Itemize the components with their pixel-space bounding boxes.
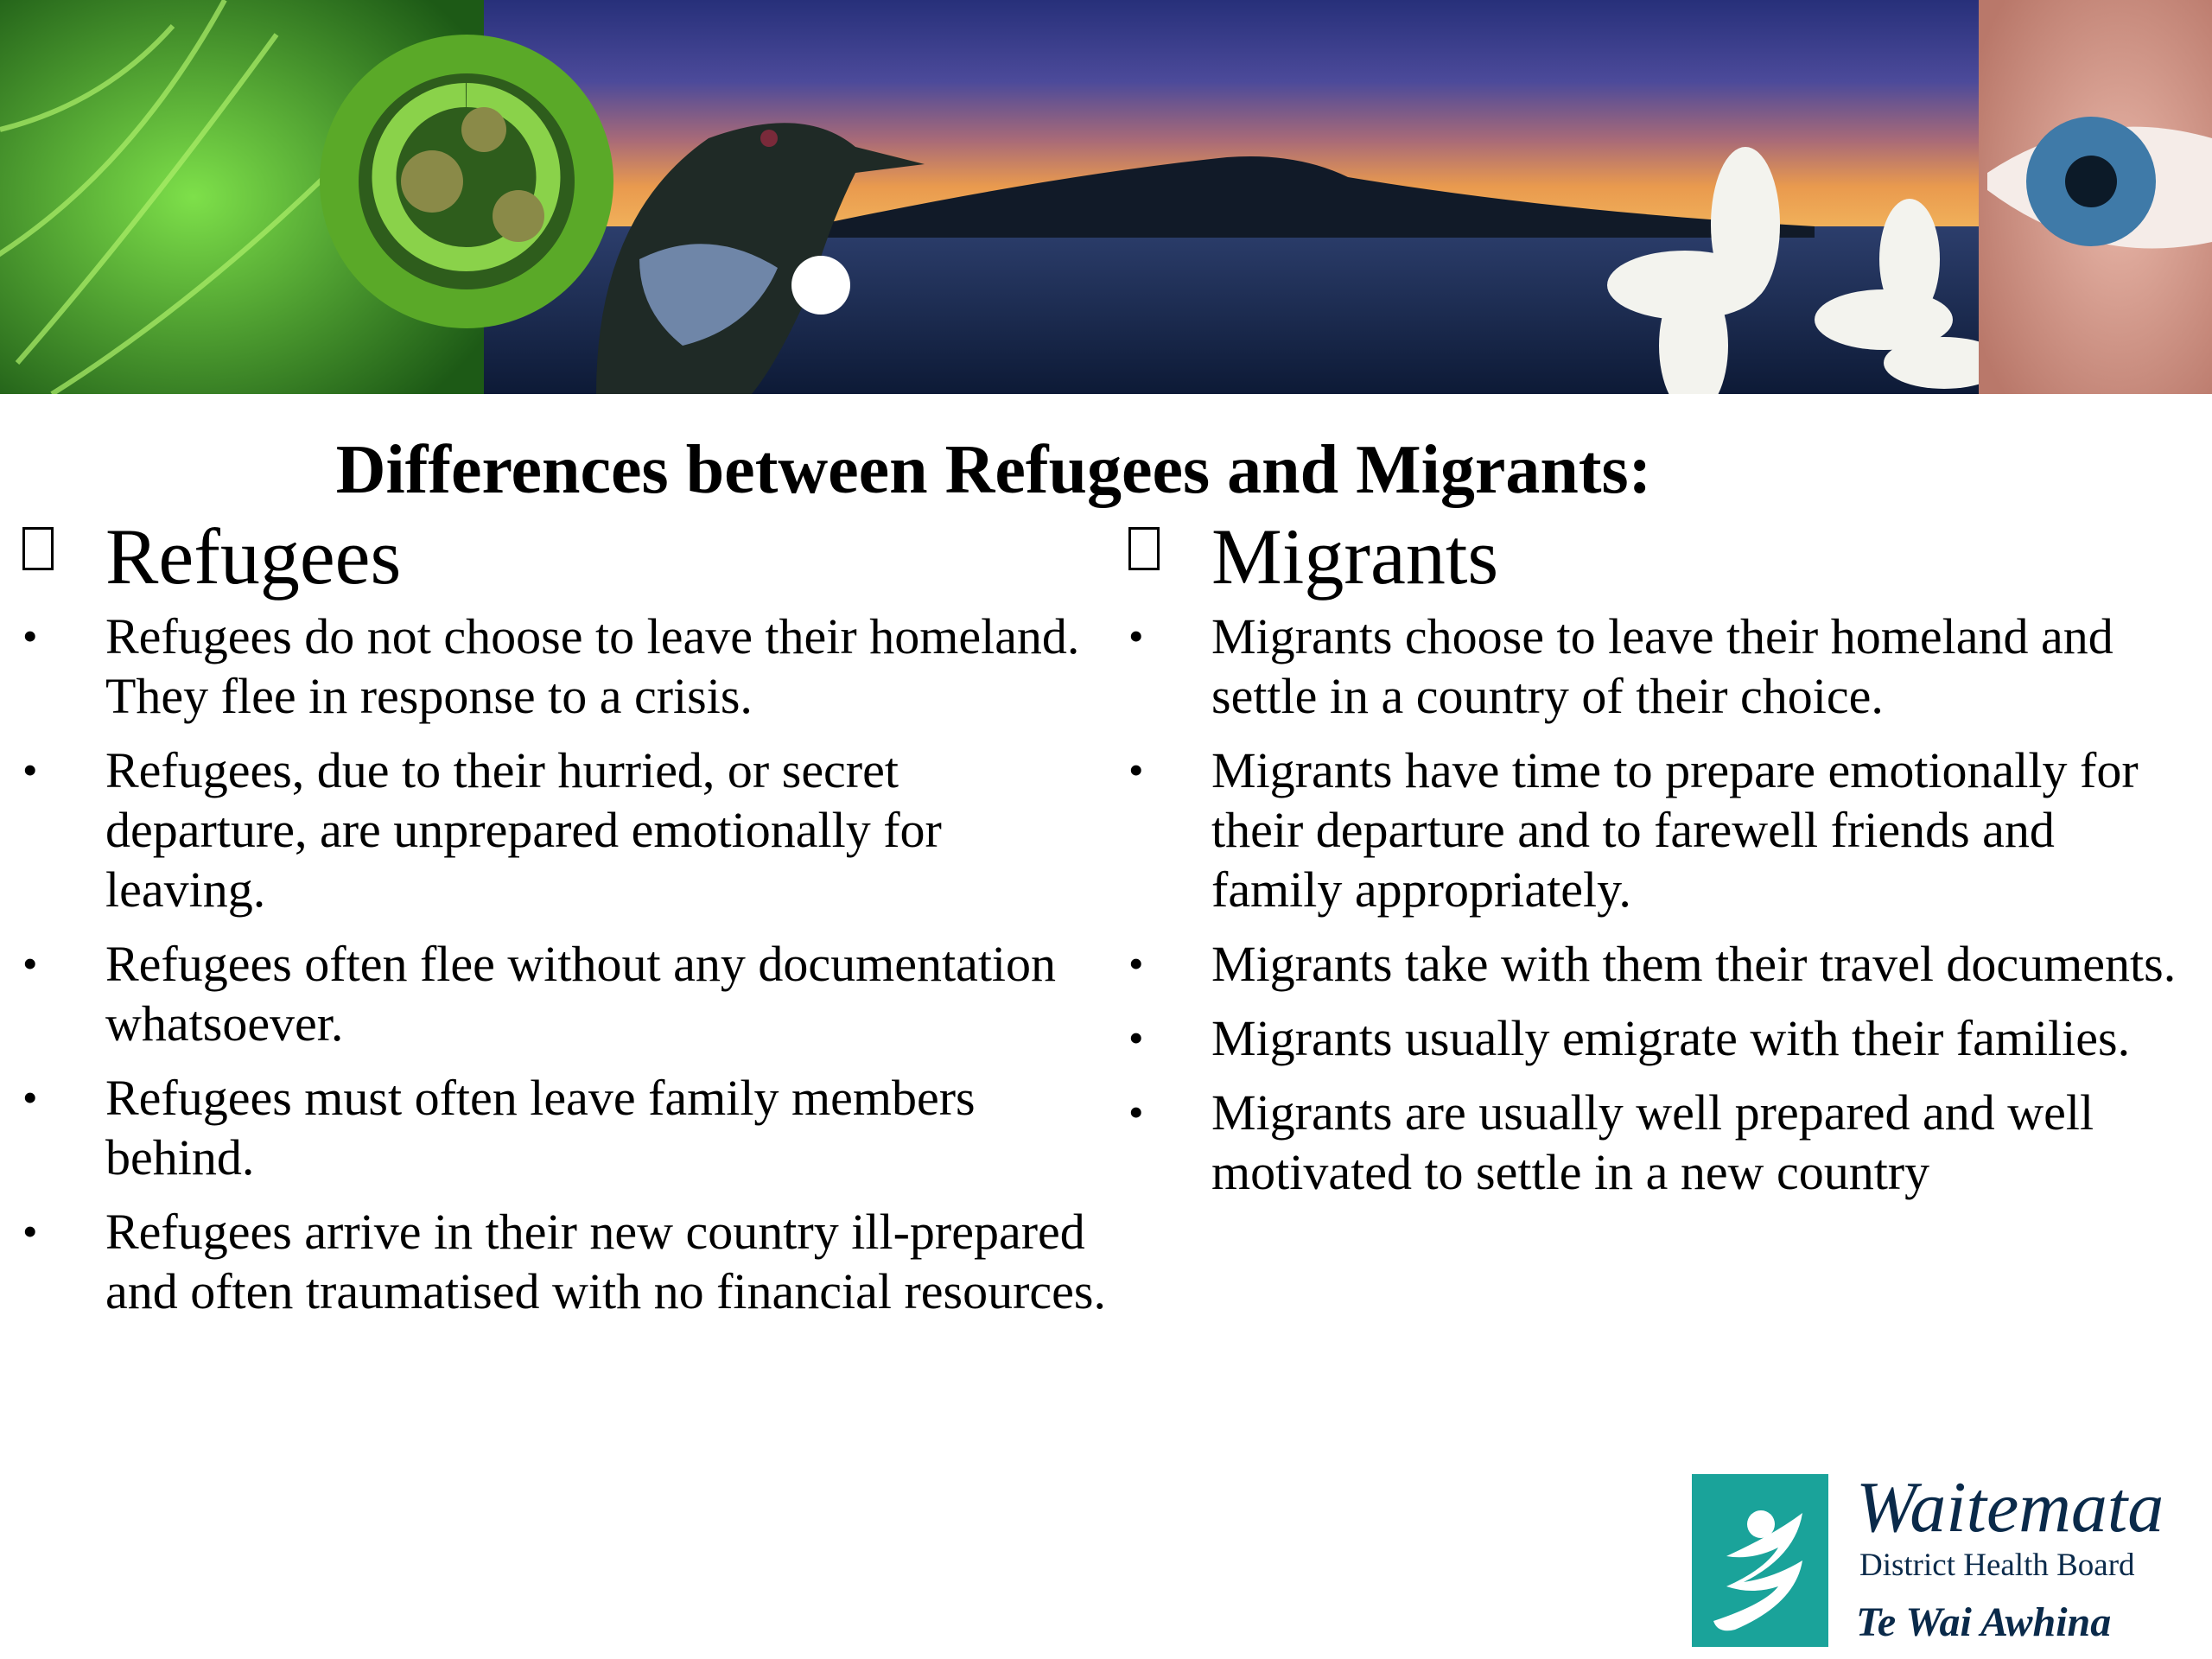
refugees-heading: Refugees: [105, 512, 402, 601]
migrants-list: [1123, 607, 2195, 1202]
list-item: [17, 934, 1106, 1053]
migrants-column: [1123, 512, 2195, 1217]
list-item: [17, 607, 1106, 726]
list-item: [1123, 934, 2195, 994]
checkbox-icon: [1128, 527, 1160, 570]
list-item-text: Migrants are usually well prepared and well motivated to settle in a new country: [1211, 1084, 2094, 1200]
list-item: [1123, 1008, 2195, 1068]
bullet-icon: •: [1128, 612, 1144, 660]
list-item-text: Migrants usually emigrate with their families.: [1211, 1010, 2131, 1066]
list-item: [17, 1068, 1106, 1187]
list-item: [17, 741, 1106, 919]
list-item-text: Refugees do not choose to leave their homeland. They flee in response to a crisis.: [105, 608, 1080, 724]
list-item-text: Refugees arrive in their new country ill-prepared and often traumatised with no financial resources.: [105, 1204, 1106, 1319]
refugees-heading-row: [17, 512, 1106, 607]
refugees-column: [17, 512, 1106, 1336]
list-item-text: Refugees, due to their hurried, or secret departure, are unprepared emotionally for leaving.: [105, 742, 942, 918]
logo-maori-name: Te Wai Awhina: [1856, 1599, 2112, 1645]
bullet-icon: •: [1128, 746, 1144, 794]
checkbox-icon: [22, 527, 54, 570]
list-item-text: Migrants take with them their travel documents.: [1211, 936, 2177, 992]
list-item: [17, 1202, 1106, 1321]
list-item-text: Migrants have time to prepare emotionally for their departure and to farewell friends and family appropriately.: [1211, 742, 2139, 918]
list-item: [1123, 1083, 2195, 1202]
logo-name: Waitemata: [1856, 1467, 2164, 1548]
migrants-heading: Migrants: [1211, 512, 1499, 601]
banner-illustration: [0, 0, 2212, 394]
list-item: [1123, 741, 2195, 919]
list-item-text: Migrants choose to leave their homeland and settle in a country of their choice.: [1211, 608, 2113, 724]
migrants-heading-row: [1123, 512, 2195, 607]
logo-subtitle: District Health Board: [1859, 1548, 2135, 1583]
waitemata-logo: [1692, 1469, 2193, 1650]
refugees-list: [17, 607, 1106, 1321]
bullet-icon: •: [1128, 1014, 1144, 1062]
list-item-text: Refugees must often leave family members behind.: [105, 1070, 976, 1185]
list-item: [1123, 607, 2195, 726]
bullet-icon: •: [22, 1073, 38, 1122]
bullet-icon: •: [22, 746, 38, 794]
logo-mark-icon: [1692, 1474, 1828, 1647]
bullet-icon: •: [22, 1207, 38, 1255]
bullet-icon: •: [1128, 939, 1144, 988]
header-banner: [0, 0, 2212, 394]
bullet-icon: •: [22, 939, 38, 988]
list-item-text: Refugees often flee without any documentation whatsoever.: [105, 936, 1057, 1052]
bullet-icon: •: [1128, 1088, 1144, 1136]
bullet-icon: •: [22, 612, 38, 660]
slide-title: Differences between Refugees and Migrants:: [335, 432, 1652, 508]
